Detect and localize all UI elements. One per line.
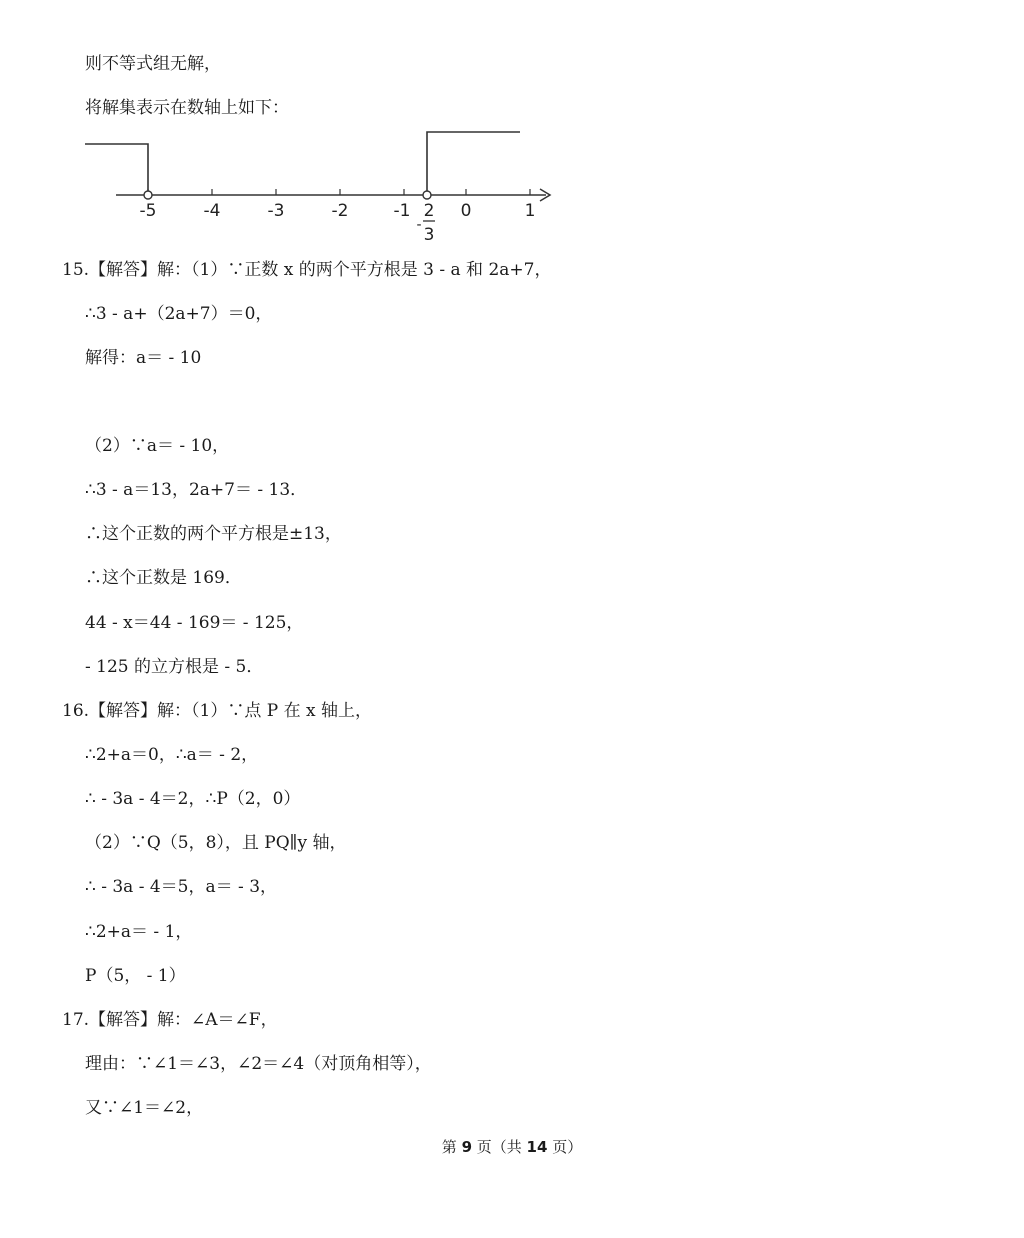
- text-line: 则不等式组无解，: [85, 54, 221, 74]
- tick-label: -2: [331, 201, 349, 221]
- text-line: ∴3 - a+（2a+7）＝0，: [85, 304, 273, 324]
- fraction-denominator: 3: [423, 225, 435, 245]
- text-line: （2）∵Q（5，8），且 PQ∥y 轴，: [85, 833, 347, 853]
- right-range-indicator: [427, 132, 520, 195]
- tick-label: 0: [460, 201, 472, 221]
- fraction-numerator: 2: [423, 201, 435, 221]
- footer-suffix: 页）: [547, 1138, 583, 1156]
- text-line: 解得：a＝ - 10: [85, 348, 202, 368]
- open-circle-left: [144, 191, 152, 199]
- tick-marks: [148, 189, 530, 195]
- text-line: - 125 的立方根是 - 5．: [85, 657, 264, 677]
- text-line: 理由：∵∠1＝∠3，∠2＝∠4（对顶角相等），: [85, 1054, 432, 1074]
- text-line: ∴ - 3a - 4＝2，∴P（2，0）: [85, 789, 301, 809]
- page-footer: [0, 1136, 1024, 1157]
- text-line: ∴3 - a＝13，2a+7＝ - 13．: [85, 480, 308, 500]
- text-line: 17.【解答】解：∠A＝∠F，: [62, 1010, 278, 1030]
- text-line: ∴ - 3a - 4＝5，a＝ - 3，: [85, 877, 278, 897]
- text-line: 44 - x＝44 - 169＝ - 125，: [85, 613, 304, 633]
- text-line: 将解集表示在数轴上如下：: [85, 98, 289, 118]
- footer-middle: 页（共: [472, 1138, 527, 1156]
- text-line: ∴2+a＝0，∴a＝ - 2，: [85, 745, 259, 765]
- tick-label: -3: [267, 201, 285, 221]
- fraction-sign: -: [416, 217, 422, 233]
- footer-total-pages: 14: [526, 1138, 548, 1156]
- left-range-indicator: [85, 144, 148, 195]
- text-line: 又∵∠1＝∠2，: [85, 1098, 204, 1118]
- text-line: ∴这个正数的两个平方根是±13，: [85, 524, 342, 544]
- text-line: 16.【解答】解：（1）∵点 P 在 x 轴上，: [62, 701, 372, 721]
- text-line: ∴2+a＝ - 1，: [85, 922, 193, 942]
- text-line: ∴这个正数是 169．: [85, 568, 242, 588]
- tick-label: -5: [139, 201, 157, 221]
- footer-page-number: 9: [461, 1138, 472, 1156]
- text-line: P（5， - 1）: [85, 966, 186, 986]
- tick-label: -4: [203, 201, 221, 221]
- tick-label: 1: [524, 201, 536, 221]
- number-line-diagram: [80, 125, 560, 250]
- text-line: 15.【解答】解：（1）∵正数 x 的两个平方根是 3 - a 和 2a+7，: [62, 260, 552, 280]
- tick-label: -1: [393, 201, 411, 221]
- open-circle-right: [423, 191, 431, 199]
- text-line: （2）∵a＝ - 10，: [85, 436, 230, 456]
- footer-prefix: 第: [441, 1138, 462, 1156]
